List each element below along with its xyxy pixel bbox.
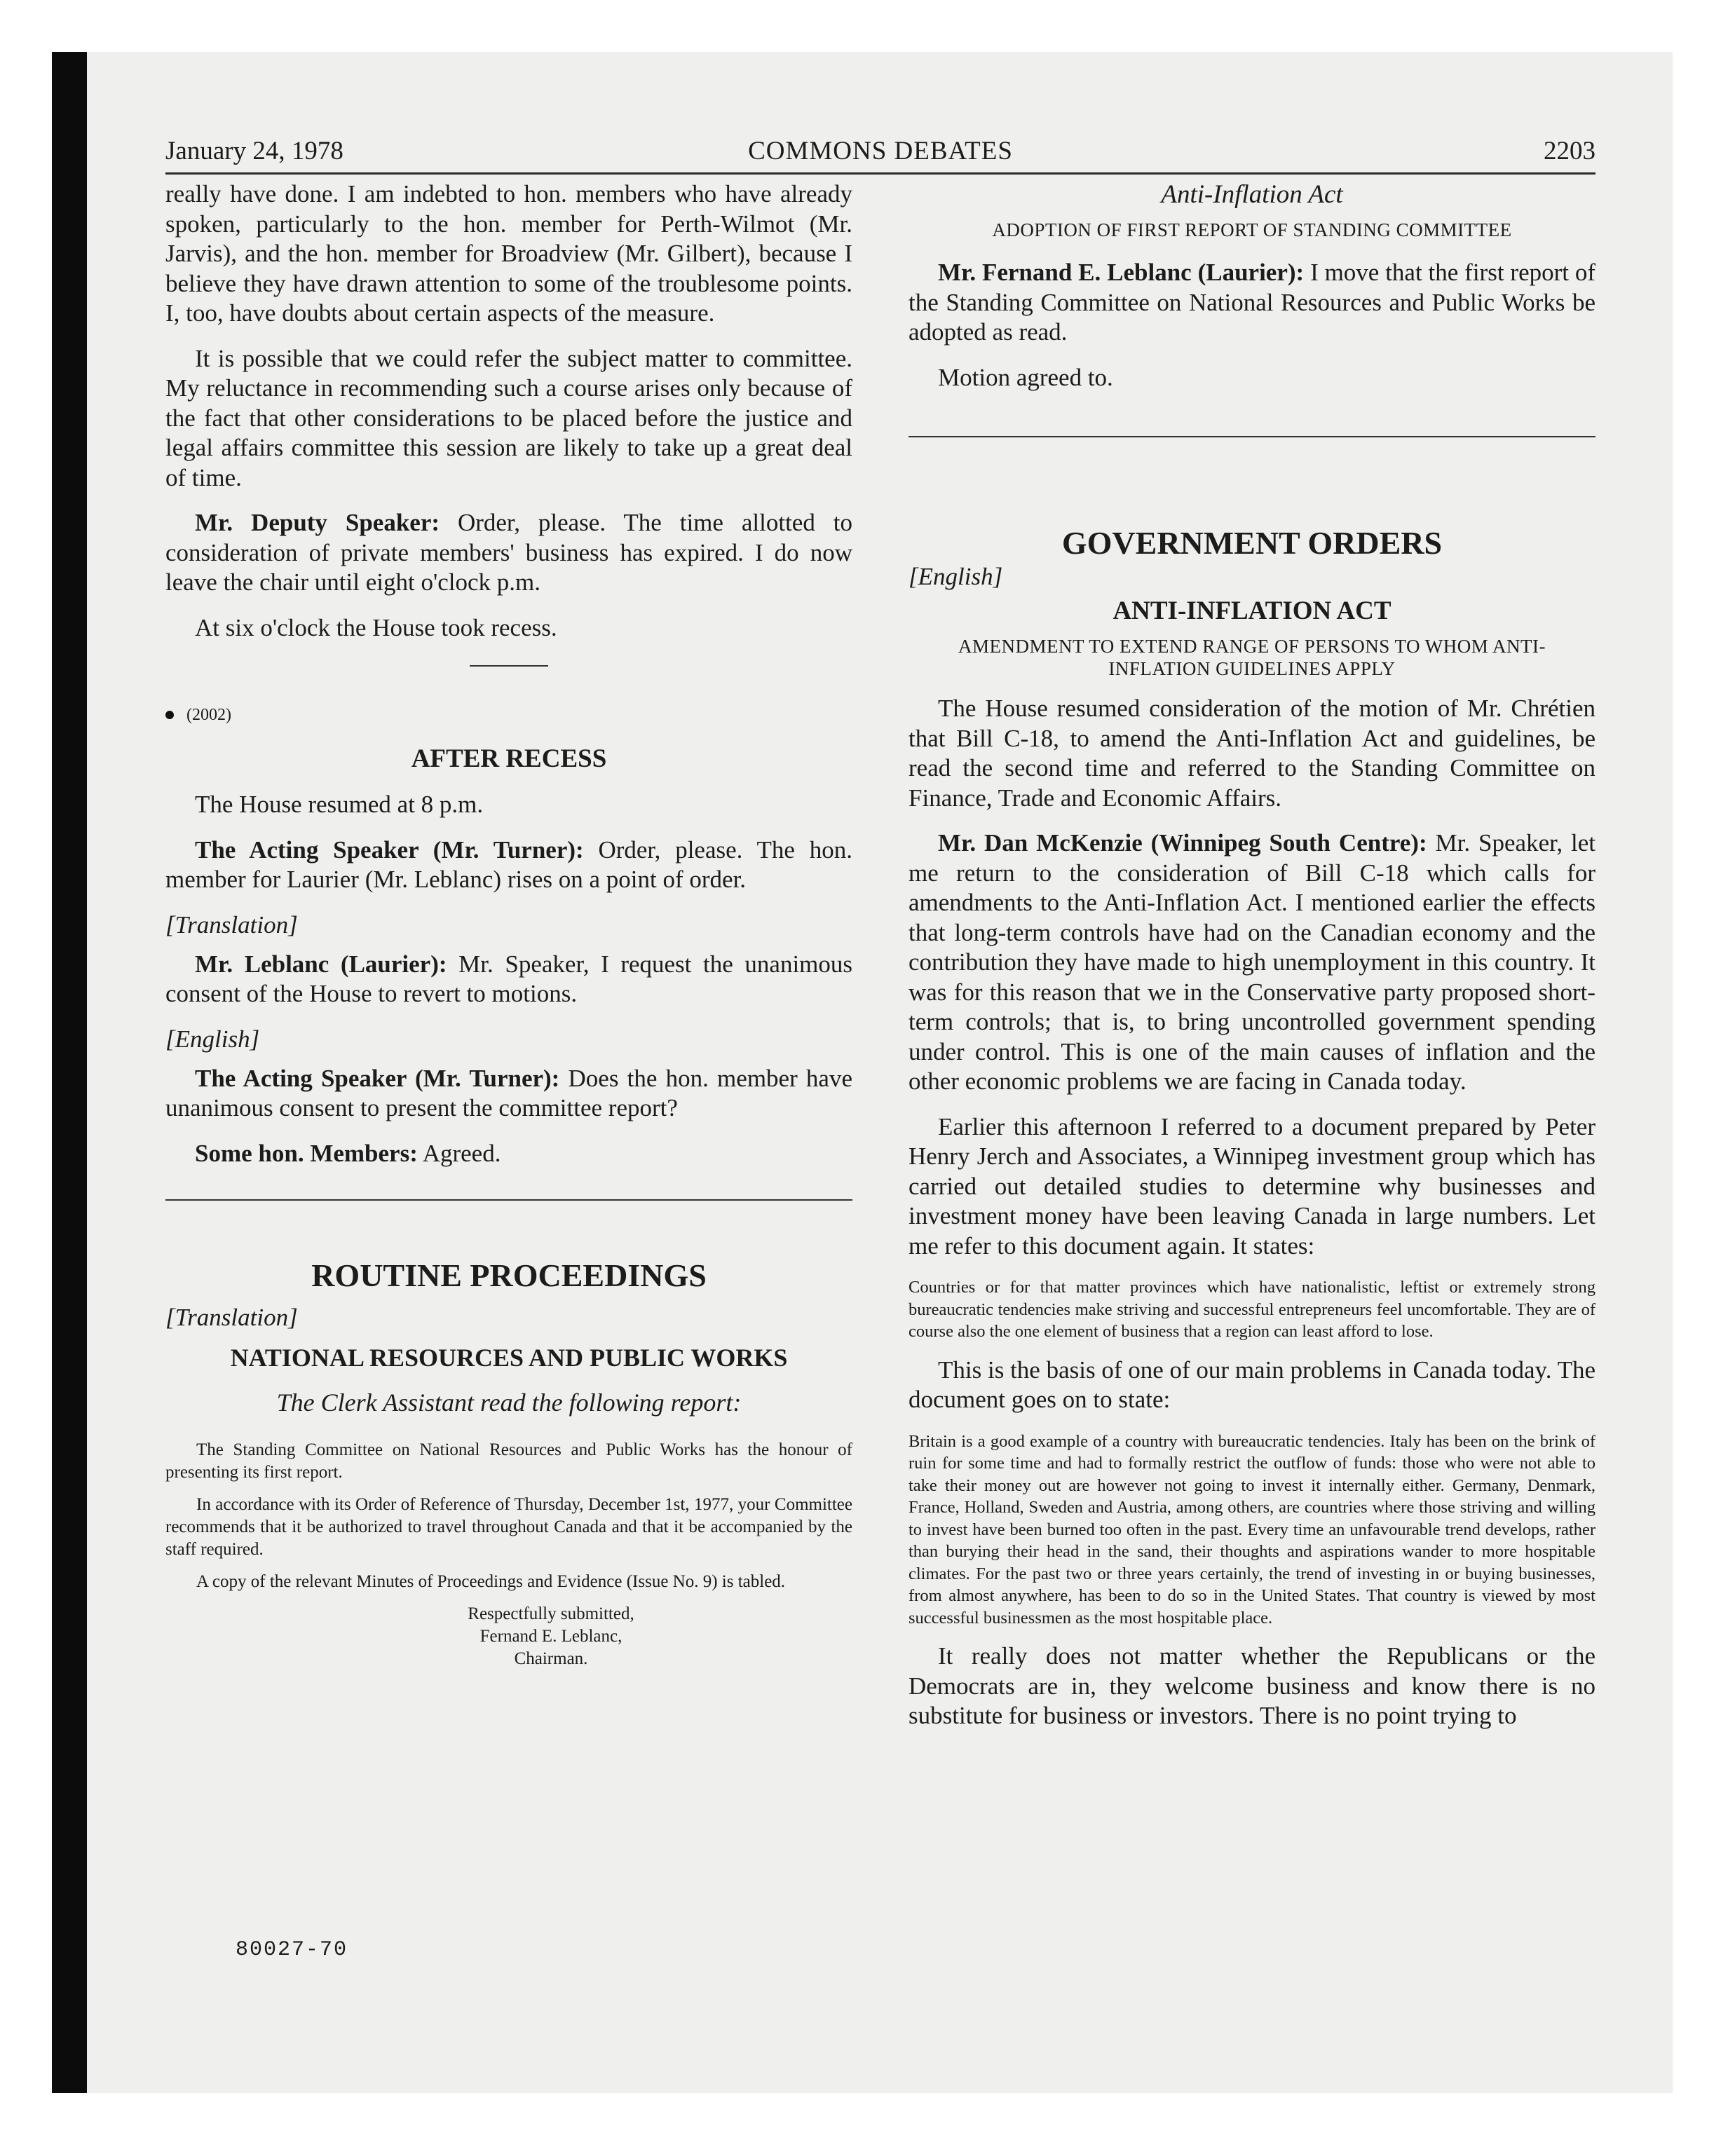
time-marker (165, 704, 852, 725)
speaker-name: Mr. Fernand E. Leblanc (Laurier): (938, 259, 1305, 286)
speech-deputy-speaker (165, 508, 852, 598)
bullet-dot-icon (165, 711, 174, 719)
speech-mckenzie (909, 828, 1595, 1097)
time-marker-text: (2002) (186, 706, 231, 724)
speech-text: Mr. Speaker, let me return to the consideration of Bill C-18 which calls for amendments to the Anti-Inflation Act. I mentioned earlier the effects that long-term controls have had on the Canadian economy and the contribution they have made to high unemployment in this country. It was for this reason that we in the Conservative party proposed short-term controls; that is, to bring uncontrolled government spending under control. This is one of the main causes of inflation and the other economic problems we are facing in Canada today. (909, 829, 1595, 1095)
speech-fernand-leblanc (909, 258, 1595, 348)
speech-text: Agreed. (422, 1139, 501, 1167)
hansard-page (165, 133, 1595, 2026)
paragraph: It really does not matter whether the Republicans or the Democrats are in, they welcome business and know there is no substitute for business or investors. There is no point trying to (909, 1642, 1595, 1729)
speech-acting-speaker (165, 835, 852, 895)
resumed-note: The House resumed at 8 p.m. (195, 791, 484, 818)
report-paragraph: The Standing Committee on National Resources and Public Works has the honour of presenting its first report. (165, 1440, 852, 1482)
speech-members (165, 1139, 852, 1169)
amendment-heading: AMENDMENT TO EXTEND RANGE OF PERSONS TO WHOM ANTI-INFLATION GUIDELINES APPLY (958, 636, 1546, 679)
paragraph: This is the basis of one of our main problems in Canada today. The document goes on to state: (909, 1356, 1596, 1413)
header-page-number: 2203 (1544, 137, 1595, 165)
signature-line: Chairman. (514, 1649, 588, 1668)
report-signature (250, 1603, 852, 1670)
section-divider (165, 1199, 852, 1201)
language-marker: [English] (909, 563, 1003, 590)
speaker-name: Mr. Deputy Speaker: (195, 509, 440, 536)
running-header (165, 133, 1595, 175)
header-title: COMMONS DEBATES (748, 137, 1013, 165)
header-date: January 24, 1978 (165, 137, 343, 165)
paragraph-continued: really have done. I am indebted to hon. members who have already spoken, particularly to the hon. member for Perth-Wilmot (Mr. Jarvis), and the hon. member for Broadview (Mr. Gilbert), because I believe they have drawn attention to some of the troublesome points. I, too, have doubts about certain aspects of the measure. (165, 180, 852, 327)
speech-leblanc (165, 950, 852, 1009)
block-quote: Countries or for that matter provinces which have nationalistic, leftist or extremely strong bureaucratic tendencies make striving and successful entrepreneurs feel uncomfortable. They are of course also the one element of business that a region can least afford to lose. (909, 1278, 1595, 1341)
report-paragraph: In accordance with its Order of Reference of Thursday, December 1st, 1977, your Committee recommends that it be authorized to travel throughout Canada and that it be accompanied by the staff required. (165, 1495, 852, 1559)
speaker-name: Mr. Leblanc (Laurier): (195, 950, 447, 978)
after-recess-heading: AFTER RECESS (411, 744, 607, 773)
section-divider (470, 665, 548, 667)
paragraph: Earlier this afternoon I referred to a document prepared by Peter Henry Jerch and Associates, a Winnipeg investment group which has carried out detailed studies to determine why businesses and investment money have been leaving Canada in large numbers. Let me refer to this document again. It states: (909, 1112, 1595, 1260)
anti-inflation-heading: ANTI-INFLATION ACT (1113, 596, 1392, 625)
signature-line: Respectfully submitted, (468, 1604, 634, 1623)
footer-print-code: 80027-70 (236, 1938, 348, 1962)
speaker-name: Some hon. Members: (195, 1139, 418, 1167)
block-quote: Britain is a good example of a country with bureaucratic tendencies. Italy has been on the brink of ruin for some time and had to formally restrict the outflow of funds: those who were not able to take their money out are however not going to invest it internally either. Germany, Denmark, France, Holland, Sweden and Austria, among others, are countries where those striving and willing to invest have been burned too often in the past. Every time an unfavourable trend develops, rather than burying their head in the sand, their thoughts and aspirations wander to more hospitable climates. For the past two or three years certainly, the trend of investing in or buying businesses, from almost anywhere, has been to do so in the United States. That country is viewed by most successful businessmen as the most hospitable place. (909, 1431, 1595, 1628)
act-title: Anti-Inflation Act (1161, 180, 1343, 209)
speech-text: I move that the first report of the Standing Committee on National Resources and Public Works be adopted as read. (909, 259, 1596, 346)
speech-text: Does the hon. member have unanimous consent to present the committee report? (165, 1064, 852, 1121)
language-marker: [Translation] (165, 1304, 298, 1331)
speech-text: Order, please. The time allotted to consideration of private members' business has expired. I do now leave the chair until eight o'clock p.m. (165, 509, 852, 596)
speech-acting-speaker (165, 1064, 852, 1124)
paragraph: It is possible that we could refer the subject matter to committee. My reluctance in recommending such a course arises only because of the fact that other considerations to be placed before the justice and legal affairs committee this session are likely to take up a great deal of time. (165, 344, 852, 491)
section-divider (909, 436, 1595, 437)
report-paragraph: A copy of the relevant Minutes of Proceedings and Evidence (Issue No. 9) is tabled. (196, 1572, 786, 1591)
speech-text: Mr. Speaker, I request the unanimous consent of the House to revert to motions. (165, 950, 853, 1007)
language-marker: [Translation] (165, 910, 298, 939)
clerk-report-line: The Clerk Assistant read the following report: (276, 1389, 742, 1417)
routine-proceedings-heading: ROUTINE PROCEEDINGS (311, 1257, 707, 1293)
scan-binding-edge (52, 52, 87, 2093)
speaker-name: The Acting Speaker (Mr. Turner): (195, 835, 584, 864)
adoption-heading: ADOPTION OF FIRST REPORT OF STANDING COMMITTEE (992, 219, 1512, 240)
paragraph: The House resumed consideration of the motion of Mr. Chrétien that Bill C-18, to amend the Anti-Inflation Act and guidelines, be read the second time and referred to the Standing Committee on Finance, Trade and Economic Affairs. (909, 695, 1595, 812)
speaker-name: Mr. Dan McKenzie (Winnipeg South Centre): (938, 829, 1427, 857)
recess-note: At six o'clock the House took recess. (195, 613, 557, 641)
signature-line: Fernand E. Leblanc, (479, 1627, 622, 1646)
government-orders-heading: GOVERNMENT ORDERS (1061, 525, 1443, 561)
right-column (909, 179, 1595, 1747)
motion-agreed: Motion agreed to. (938, 363, 1113, 391)
speaker-name: The Acting Speaker (Mr. Turner): (195, 1064, 560, 1092)
left-column (165, 179, 852, 1670)
language-marker: [English] (165, 1025, 260, 1053)
speech-text: Order, please. The hon. member for Laurier (Mr. Leblanc) rises on a point of order. (165, 835, 852, 893)
committee-heading: NATIONAL RESOURCES AND PUBLIC WORKS (230, 1344, 788, 1372)
